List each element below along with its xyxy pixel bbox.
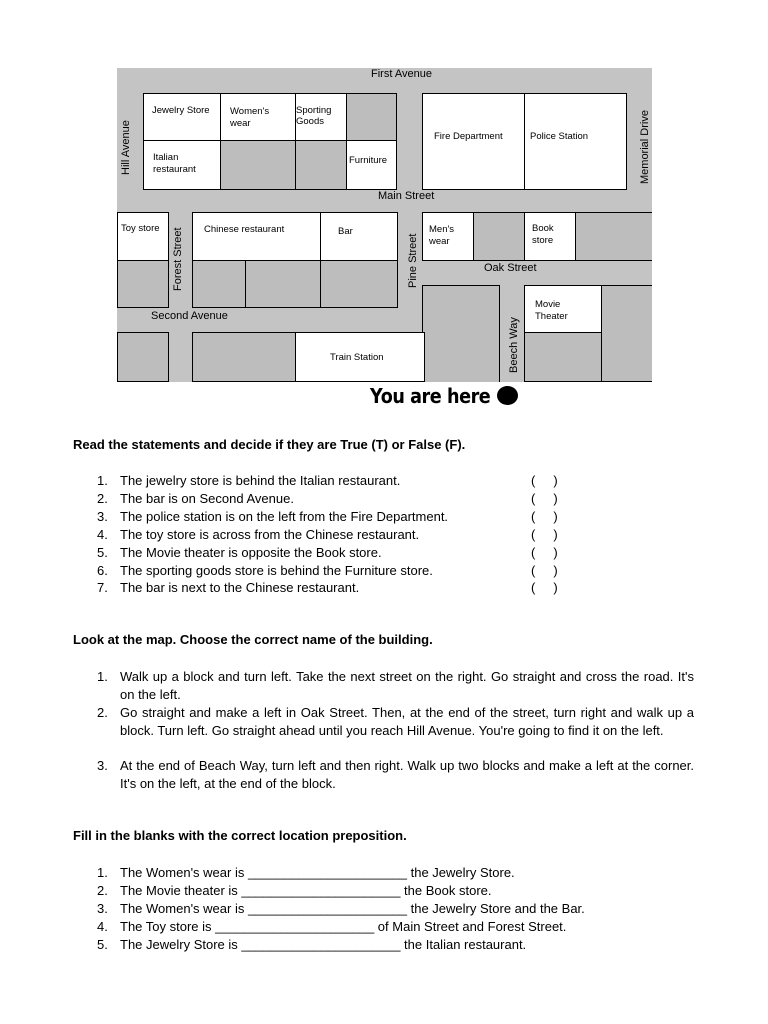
tf-item-number: 5.: [97, 544, 108, 560]
furniture-label: Furniture: [349, 155, 388, 166]
chinese-restaurant-block: [192, 212, 321, 261]
hill-avenue-label: Hill Avenue: [120, 120, 132, 175]
train-station-label: Train Station: [330, 352, 384, 363]
fire-department-label: Fire Department: [434, 131, 503, 142]
sporting-goods-label-2: Goods: [296, 116, 324, 127]
police-station-label: Police Station: [530, 131, 589, 142]
tf-answer-marker: ( ): [531, 473, 558, 488]
tf-answer-marker: ( ): [531, 526, 558, 542]
blanks-heading: Fill in the blanks with the correct location preposition.: [73, 828, 407, 843]
tf-item-number: 7.: [97, 580, 108, 596]
direction-text: Go straight and make a left in Oak Street. Then, at the end of the street, turn right and walk up a block. Turn left. Go straight ahead until you reach Hill Avenue. You're going to find it on the left.: [120, 705, 694, 738]
tf-item-text: The toy store is across from the Chinese restaurant.: [120, 526, 420, 542]
direction-number: 1.: [97, 669, 108, 684]
tf-item-text: The police station is on the left from the Fire Department.: [120, 508, 449, 524]
empty-lot: [524, 332, 602, 382]
blank-item-text: The Movie theater is ______________________ the Book store.: [120, 883, 492, 898]
tf-item-text: The bar is next to the Chinese restaurant.: [120, 580, 360, 596]
empty-lot: [320, 260, 398, 308]
mens-wear-label-1: Men's: [429, 224, 455, 235]
empty-lot: [117, 260, 169, 308]
blank-item-number: 4.: [97, 919, 108, 934]
blank-item-text: The Toy store is ______________________ of Main Street and Forest Street.: [120, 919, 567, 934]
direction-number: 3.: [97, 758, 108, 773]
empty-lot: [346, 93, 397, 141]
jewelry-store-label: Jewelry Store: [152, 105, 210, 116]
blank-item-number: 3.: [97, 901, 108, 916]
direction-number: 2.: [97, 705, 108, 720]
tf-item-number: 6.: [97, 562, 108, 578]
jewelry-store-block: [143, 93, 221, 141]
memorial-drive-label: Memorial Drive: [639, 110, 651, 184]
movie-theater-label-1: Movie: [535, 299, 561, 310]
directions-heading: Look at the map. Choose the correct name of the building.: [73, 632, 433, 647]
blank-item-number: 1.: [97, 865, 108, 880]
fire-department-block: [422, 93, 525, 190]
you-are-here-dot: [497, 386, 518, 405]
movie-theater-block: [524, 285, 602, 333]
beech-way-label: Beech Way: [508, 317, 520, 373]
blank-item-text: The Jewelry Store is ______________________ the Italian restaurant.: [120, 937, 527, 952]
tf-item-text: The jewelry store is behind the Italian restaurant.: [120, 473, 401, 488]
empty-lot: [245, 260, 321, 308]
empty-lot: [473, 212, 525, 261]
direction-text: At the end of Beach Way, turn left and then right. Walk up two blocks and make a left at the corner. It's on the left, at the end of the block.: [120, 758, 694, 791]
tf-item-number: 2.: [97, 490, 108, 506]
blank-item-text: The Women's wear is ______________________ the Jewelry Store.: [120, 865, 515, 880]
movie-theater-label-2: Theater: [535, 311, 568, 322]
blank-item-number: 5.: [97, 937, 108, 952]
tf-heading: Read the statements and decide if they are True (T) or False (F).: [73, 437, 466, 452]
blank-item-text: The Women's wear is ______________________ the Jewelry Store and the Bar.: [120, 901, 585, 916]
street-map: [117, 68, 652, 382]
tf-answer-marker: ( ): [531, 490, 558, 506]
empty-lot: [601, 285, 652, 382]
police-station-block: [524, 93, 627, 190]
tf-item-number: 4.: [97, 526, 108, 542]
second-avenue-label: Second Avenue: [151, 310, 228, 322]
blank-item-number: 2.: [97, 883, 108, 898]
empty-lot: [575, 212, 652, 261]
empty-lot: [117, 332, 169, 382]
empty-lot: [422, 285, 500, 382]
toy-store-block: [117, 212, 169, 261]
you-are-here-label: You are here: [370, 384, 491, 408]
train-station-block: [295, 332, 425, 382]
sporting-goods-block: [295, 93, 347, 141]
womens-wear-label-1: Women's: [230, 106, 270, 117]
first-avenue-label: First Avenue: [371, 68, 432, 80]
sporting-goods-label-1: Sporting: [296, 105, 332, 116]
mens-wear-block: [422, 212, 474, 261]
tf-answer-marker: ( ): [531, 544, 558, 560]
bar-block: [320, 212, 398, 261]
toy-store-label: Toy store: [121, 223, 160, 234]
chinese-restaurant-label: Chinese restaurant: [204, 224, 285, 235]
furniture-block: [346, 140, 397, 190]
book-store-label-1: Book: [532, 223, 554, 234]
pine-street-label: Pine Street: [407, 233, 419, 288]
empty-lot: [192, 332, 296, 382]
womens-wear-label-2: wear: [230, 118, 251, 129]
italian-restaurant-block: [143, 140, 221, 190]
bar-label: Bar: [338, 226, 353, 237]
empty-lot: [220, 140, 296, 190]
tf-item-text: The bar is on Second Avenue.: [120, 490, 294, 506]
tf-answer-marker: ( ): [531, 508, 558, 524]
tf-answer-marker: ( ): [531, 580, 558, 596]
book-store-label-2: store: [532, 235, 554, 246]
italian-restaurant-label-1: Italian: [153, 152, 179, 163]
italian-restaurant-label-2: restaurant: [153, 164, 196, 175]
empty-lot: [192, 260, 246, 308]
tf-item-text: The Movie theater is opposite the Book store.: [120, 544, 382, 560]
tf-item-number: 3.: [97, 508, 108, 524]
book-store-block: [524, 212, 576, 261]
tf-answer-marker: ( ): [531, 562, 558, 578]
tf-item-number: 1.: [97, 473, 108, 488]
forest-street-label: Forest Street: [172, 227, 184, 291]
oak-street-label: Oak Street: [484, 262, 537, 274]
mens-wear-label-2: wear: [429, 236, 450, 247]
tf-item-text: The sporting goods store is behind the Furniture store.: [120, 562, 433, 578]
womens-wear-block: [220, 93, 296, 141]
empty-lot: [295, 140, 347, 190]
direction-text: Walk up a block and turn left. Take the next street on the right. Go straight and cross the road. It's on the left.: [120, 669, 694, 702]
main-street-label: Main Street: [378, 190, 435, 202]
